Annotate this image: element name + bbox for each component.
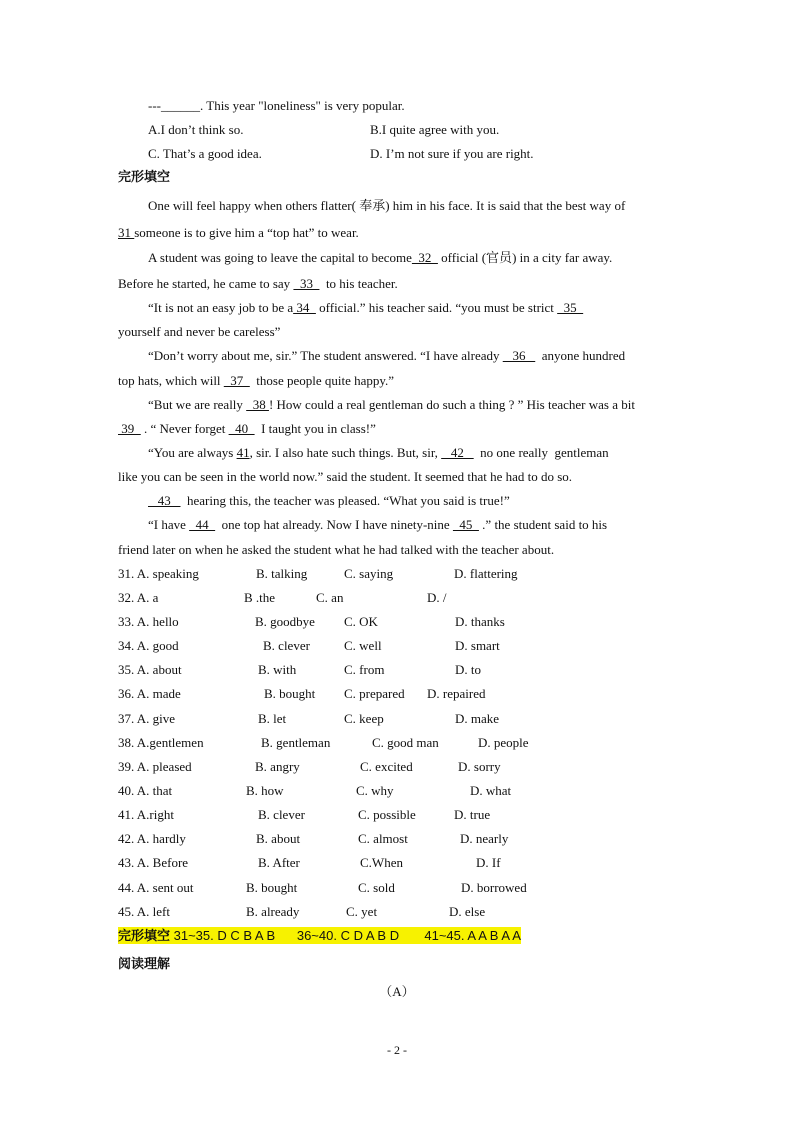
passage-line: yourself and never be careless” — [118, 324, 281, 339]
blank-31: 31 — [118, 225, 135, 240]
chinese-gloss: 奉承 — [359, 199, 386, 214]
blank-33: 33 — [293, 276, 320, 291]
passage-line: A student was going to leave the capital to become 32 official (官员) in a city far away. — [148, 250, 613, 266]
chinese-gloss: 官员 — [486, 251, 513, 266]
passage-line: “You are always 41, sir. I also hate such things. But, sir, 42 no one really gentleman — [148, 445, 609, 460]
passage-line: top hats, which will 37 those people quite happy.” — [118, 373, 395, 388]
dialog-option-c: C. That’s a good idea. — [148, 146, 262, 161]
blank-41: 41 — [236, 445, 250, 460]
blank-38: 38 — [246, 397, 269, 412]
blank-40: 40 — [228, 421, 255, 436]
dialog-option-b: B.I quite agree with you. — [370, 122, 500, 137]
answer-key-text: 31~35. D C B A B 36~40. C D A B D 41~45. A A B A A — [170, 928, 521, 943]
passage-line: “It is not an easy job to be a 34 official.” his teacher said. “you must be strict 35 — [148, 300, 584, 315]
passage-line: 39 . “ Never forget 40 I taught you in class!” — [118, 421, 376, 436]
section-title-reading: 阅读理解 — [118, 957, 171, 972]
passage-line: 31 someone is to give him a “top hat” to wear. — [118, 225, 359, 240]
passage-line: Before he started, he came to say 33 to his teacher. — [118, 276, 398, 291]
blank-37: 37 — [223, 373, 250, 388]
answer-key-label: 完形填空 — [118, 929, 171, 944]
blank-45: 45 — [452, 517, 479, 532]
section-title-cloze: 完形填空 — [118, 170, 171, 185]
blank-36: 36 — [502, 348, 536, 363]
reading-subsection-label: （A） — [379, 984, 415, 999]
dialog-option-a: A.I don’t think so. — [148, 122, 244, 137]
passage-line: One will feel happy when others flatter( 奉承) him in his face. It is said that the best way of — [148, 198, 626, 214]
page-number: - 2 - — [387, 1043, 407, 1057]
passage-line: “I have 44 one top hat already. Now I have ninety-nine 45 .” the student said to his — [148, 517, 608, 532]
blank-42: 42 — [441, 445, 474, 460]
dialog-question: ---______. This year "loneliness" is very popular. — [148, 98, 405, 113]
answer-key — [118, 928, 521, 945]
blank-43: 43 — [148, 493, 181, 508]
dialog-option-d: D. I’m not sure if you are right. — [370, 146, 534, 161]
blank-34: 34 — [293, 300, 316, 315]
passage-line: friend later on when he asked the student what he had talked with the teacher about. — [118, 542, 555, 557]
blank-44: 44 — [189, 517, 216, 532]
blank-35: 35 — [557, 300, 584, 315]
blank-32: 32 — [411, 250, 438, 265]
blank-39: 39 — [118, 421, 141, 436]
passage-line: like you can be seen in the world now.” said the student. It seemed that he had to do so. — [118, 469, 573, 484]
passage-line: “But we are really 38 ! How could a real gentleman do such a thing ? ” His teacher was a bit — [148, 397, 635, 412]
passage-line: 43 hearing this, the teacher was pleased. “What you said is true!” — [148, 493, 510, 508]
passage-line: “Don’t worry about me, sir.” The student answered. “I have already 36 anyone hundred — [148, 348, 626, 363]
